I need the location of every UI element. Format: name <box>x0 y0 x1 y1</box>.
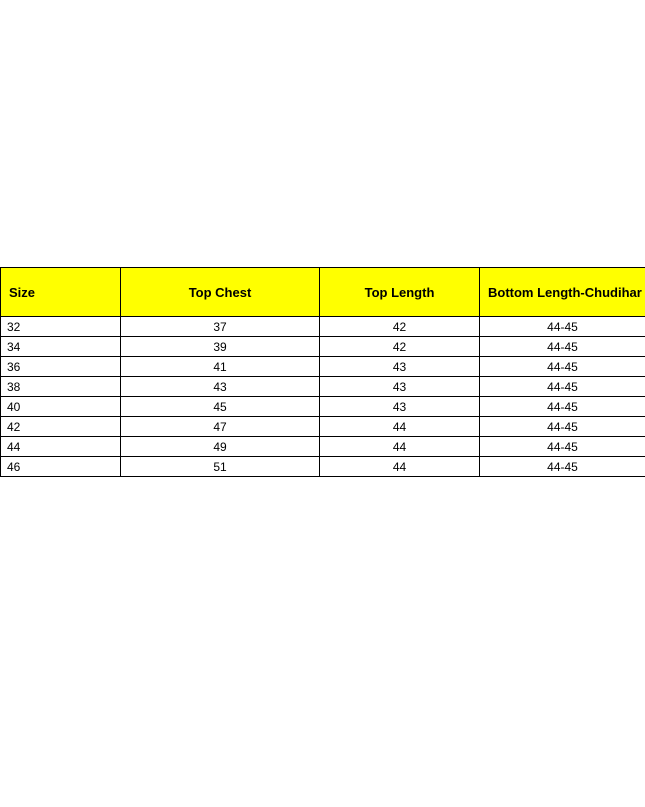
cell-bottom-length: 44-45 <box>480 357 645 377</box>
cell-top-length: 42 <box>320 337 480 357</box>
cell-top-length: 43 <box>320 357 480 377</box>
table-row <box>1 357 645 377</box>
table-row <box>1 457 645 477</box>
cell-size: 34 <box>1 337 121 357</box>
cell-top-length: 42 <box>320 317 480 337</box>
cell-top-chest: 43 <box>121 377 320 397</box>
table-row <box>1 377 645 397</box>
cell-size: 44 <box>1 437 121 457</box>
cell-bottom-length: 44-45 <box>480 377 645 397</box>
column-header-bottom-length: Bottom Length-Chudihar <box>480 268 645 317</box>
table-body <box>1 317 645 477</box>
cell-top-chest: 51 <box>121 457 320 477</box>
table-header <box>1 268 645 317</box>
cell-top-chest: 45 <box>121 397 320 417</box>
cell-size: 46 <box>1 457 121 477</box>
cell-bottom-length: 44-45 <box>480 457 645 477</box>
cell-size: 38 <box>1 377 121 397</box>
cell-top-length: 43 <box>320 397 480 417</box>
cell-bottom-length: 44-45 <box>480 437 645 457</box>
column-header-top-chest: Top Chest <box>121 268 320 317</box>
cell-top-chest: 37 <box>121 317 320 337</box>
cell-top-length: 44 <box>320 457 480 477</box>
table-row <box>1 397 645 417</box>
table-row <box>1 337 645 357</box>
cell-top-length: 43 <box>320 377 480 397</box>
cell-top-length: 44 <box>320 437 480 457</box>
cell-top-chest: 49 <box>121 437 320 457</box>
column-header-size: Size <box>1 268 121 317</box>
table-row <box>1 417 645 437</box>
cell-top-chest: 41 <box>121 357 320 377</box>
table-header-row <box>1 268 645 317</box>
cell-top-chest: 39 <box>121 337 320 357</box>
size-chart-table <box>0 267 645 477</box>
cell-bottom-length: 44-45 <box>480 417 645 437</box>
cell-size: 32 <box>1 317 121 337</box>
cell-size: 36 <box>1 357 121 377</box>
column-header-top-length: Top Length <box>320 268 480 317</box>
cell-bottom-length: 44-45 <box>480 397 645 417</box>
cell-bottom-length: 44-45 <box>480 337 645 357</box>
cell-top-chest: 47 <box>121 417 320 437</box>
cell-top-length: 44 <box>320 417 480 437</box>
table-row <box>1 437 645 457</box>
cell-size: 40 <box>1 397 121 417</box>
table-row <box>1 317 645 337</box>
cell-size: 42 <box>1 417 121 437</box>
cell-bottom-length: 44-45 <box>480 317 645 337</box>
